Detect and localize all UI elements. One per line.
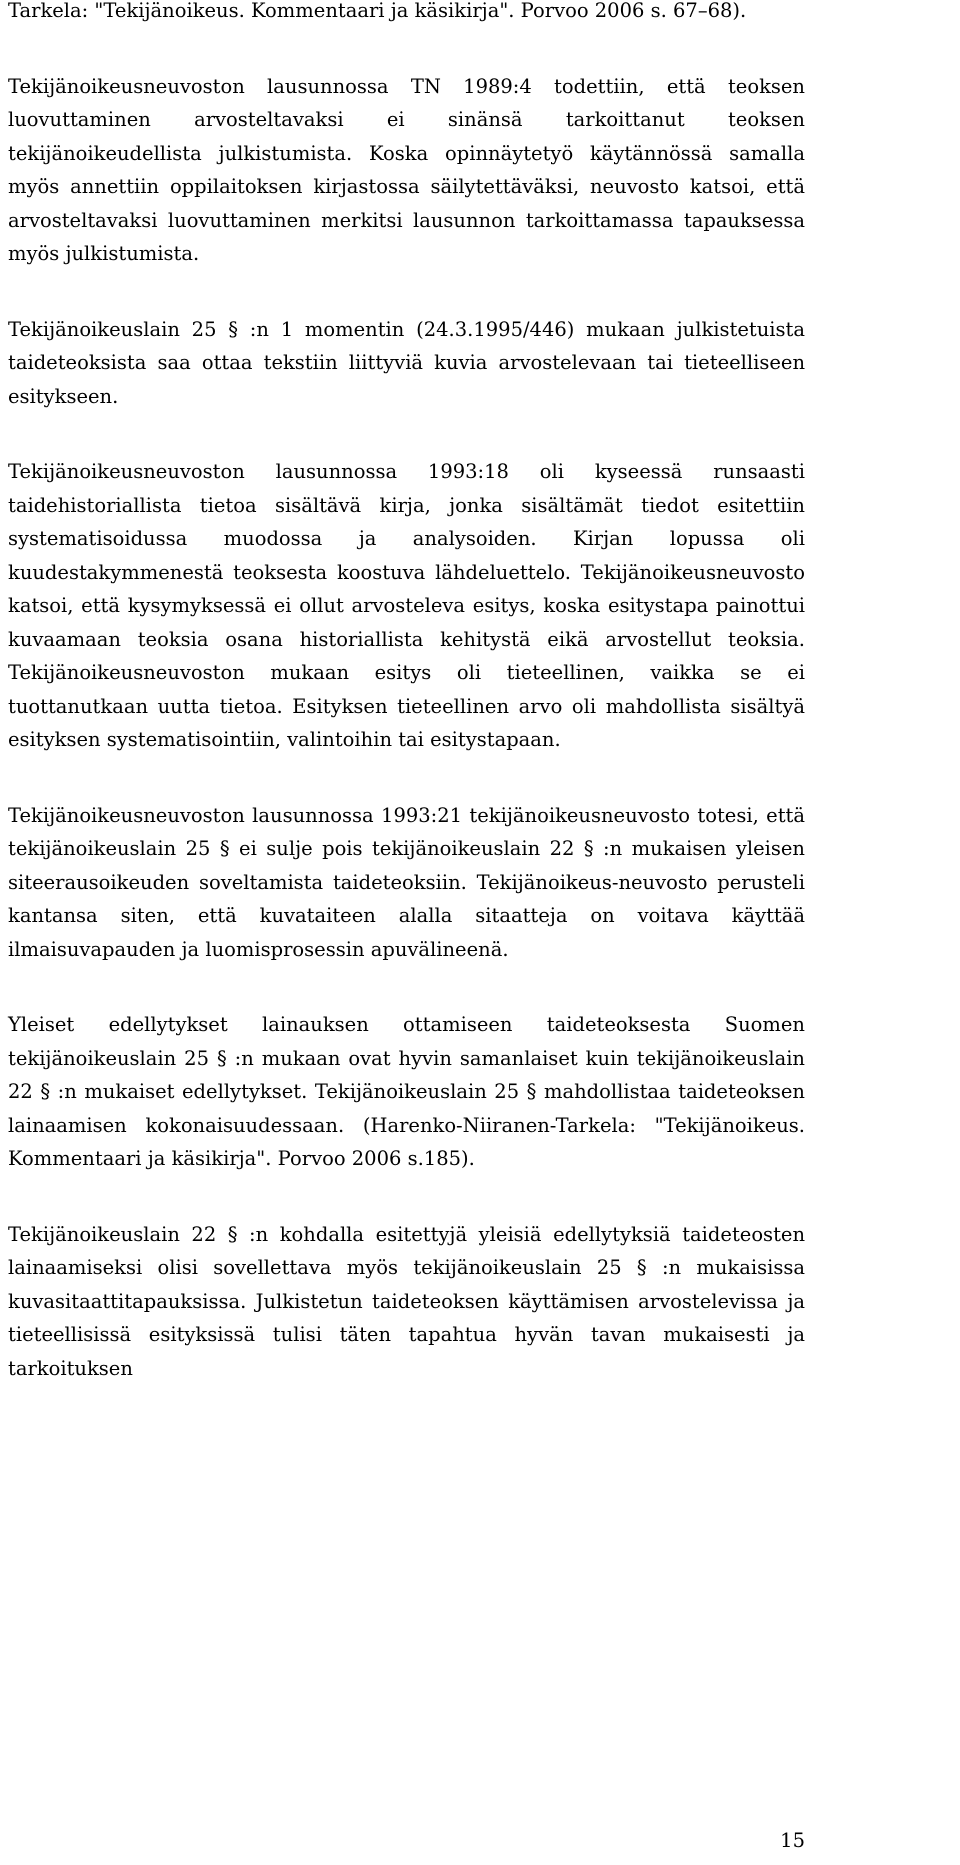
paragraph-tn-1989-4: Tekijänoikeusneuvoston lausunnossa TN 1989:4 todettiin, että teoksen luovuttaminen arvosteltavaksi ei sinänsä tarkoittanut teoksen tekijänoikeudellista julkistumista. Koska opinnäytetyö käytännössä samalla myös annettiin oppilaitoksen kirjastossa säilytettäväksi, neuvosto katsoi, että arvosteltavaksi luovuttaminen merkitsi lausunnon tarkoittamassa tapauksessa myös julkistumista. (8, 74, 805, 265)
paragraph-citation-continuation: Tarkela: "Tekijänoikeus. Kommentaari ja käsikirja". Porvoo 2006 s. 67–68). (8, 0, 747, 22)
document-body (8, 0, 805, 1427)
page-number: 15 (780, 1829, 805, 1852)
paragraph-tn-1993-21: Tekijänoikeusneuvoston lausunnossa 1993:21 tekijänoikeusneuvosto totesi, että tekijänoikeuslain 25 § ei sulje pois tekijänoikeuslain 22 § :n mukaisen yleisen siteerausoikeuden soveltamista taideteoksiin. Tekijänoikeus-neuvosto perusteli kantansa siten, että kuvataiteen alalla sitaatteja on voitava käyttää ilmaisuvapauden ja luomisprosessin apuvälineenä. (8, 803, 805, 961)
paragraph-tn-1993-18: Tekijänoikeusneuvoston lausunnossa 1993:18 oli kyseessä runsaasti taidehistoriallista tietoa sisältävä kirja, jonka sisältämät tiedot esitettiin systematisoidussa muodossa ja analysoiden. Kirjan lopussa oli kuudestakymmenestä teoksesta koostuva lähdeluettelo. Tekijänoikeusneuvosto katsoi, että kysymyksessä ei ollut arvosteleva esitys, koska esitystapa painottui kuvaamaan teoksia osana historiallista kehitystä eikä arvostellut teoksia. Tekijänoikeusneuvoston mukaan esitys oli tieteellinen, vaikka se ei tuottanutkaan uutta tietoa. Esityksen tieteellinen arvo oli mahdollista sisältyä esityksen systematisointiin, valintoihin tai esitystapaan. (8, 460, 805, 751)
paragraph-section-25: Tekijänoikeuslain 25 § :n 1 momentin (24.3.1995/446) mukaan julkistetuista taideteoksista saa ottaa tekstiin liittyviä kuvia arvostelevaan tai tieteelliseen esitykseen. (8, 317, 805, 408)
paragraph-section-22-conditions: Tekijänoikeuslain 22 § :n kohdalla esitettyjä yleisiä edellytyksiä taideteosten lainaamiseksi olisi sovellettava myös tekijänoikeuslain 25 § :n mukaisissa kuvasitaattitapauksissa. Julkistetun taideteoksen käyttämisen arvostelevissa ja tieteellisissä esityksissä tulisi täten tapahtua hyvän tavan mukaisesti ja tarkoituksen (8, 1222, 805, 1380)
paragraph-general-conditions: Yleiset edellytykset lainauksen ottamiseen taideteoksesta Suomen tekijänoikeuslain 25 § :n mukaan ovat hyvin samanlaiset kuin tekijänoikeuslain 22 § :n mukaiset edellytykset. Tekijänoikeuslain 25 § mahdollistaa taideteoksen lainaamisen kokonaisuudessaan. (Harenko-Niiranen-Tarkela: "Tekijänoikeus. Kommentaari ja käsikirja". Porvoo 2006 s.185). (8, 1013, 805, 1170)
